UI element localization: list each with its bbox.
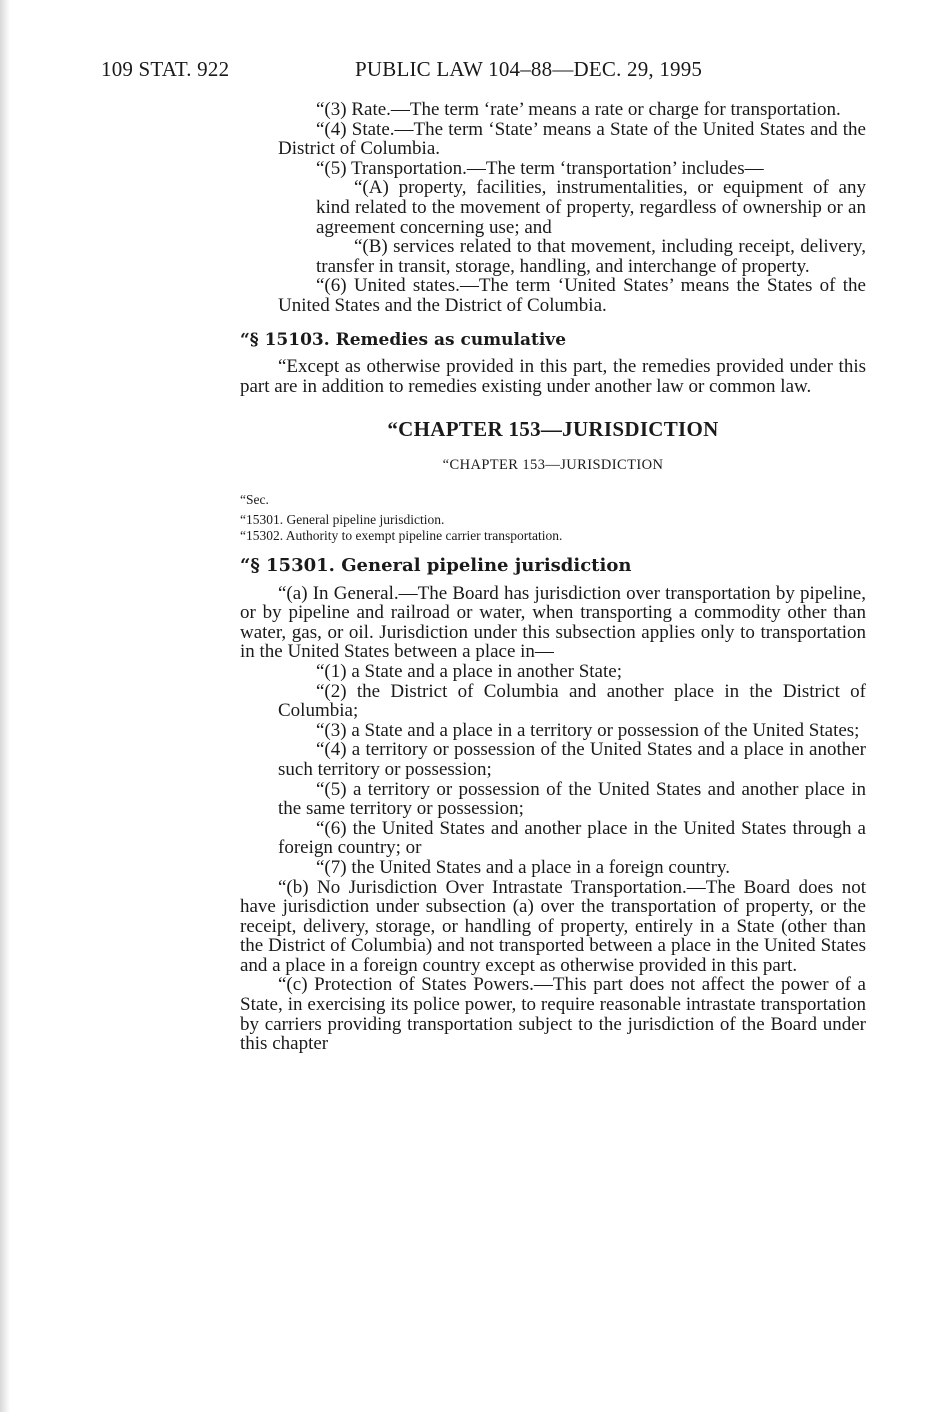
chapter-subtitle: “CHAPTER 153—JURISDICTION (442, 456, 664, 473)
definition-transportation: “(5) Transportation.—The term ‘transportation’ includes— (316, 157, 764, 179)
subsection-a: “(a) In General.—The Board has jurisdiction over transportation by pipeline, or by pipeline and railroad or water, when transporting a commodity other than water, gas, or oil. Jurisdiction under this subsection applies only to transportation in the United States between a place in— (240, 582, 866, 663)
subsection-c: “(c) Protection of States Powers.—This part does not affect the power of a State, in exercising its police power, to require reasonable intrastate transportation by carriers providing transportation subject to the jurisdiction of the Board under this chapter (240, 974, 866, 1055)
definition-state: “(4) State.—The term ‘State’ means a State of the United States and the District of Columbia. (278, 118, 866, 160)
definition-transportation-a: “(A) property, facilities, instrumentalities, or equipment of any kind related to the movement of property, regardless of ownership or an agreement concerning use; and (316, 177, 866, 238)
section-heading-15301: “§ 15301. General pipeline jurisdiction (240, 555, 632, 576)
subsection-a-item: “(2) the District of Columbia and another place in the District of Columbia; (278, 680, 866, 722)
running-header: PUBLIC LAW 104–88—DEC. 29, 1995 (355, 57, 703, 81)
definition-transportation-b: “(B) services related to that movement, including receipt, delivery, transfer in transit, storage, handling, and interchange of property. (316, 236, 866, 277)
subsection-a-item: “(7) the United States and a place in a foreign country. (316, 856, 730, 878)
toc-label: “Sec. (240, 491, 269, 507)
definition-rate: “(3) Rate.—The term ‘rate’ means a rate or charge for transportation. (316, 99, 841, 120)
chapter-title: “CHAPTER 153—JURISDICTION (387, 417, 719, 442)
subsection-b: “(b) No Jurisdiction Over Intrastate Transportation.—The Board does not have jurisdiction under subsection (a) over the transportation of property, or the receipt, delivery, storage, or handling of property, entirely in a State (other than the District of Columbia) and not transported between a place in the United States and a place in a foreign country except as otherwise provided in this part. (240, 876, 866, 976)
stat-page-number: 109 STAT. 922 (101, 57, 230, 81)
section-15103-text: “Except as otherwise provided in this part, the remedies provided under this part are in addition to remedies existing under another law or common law. (240, 356, 866, 397)
subsection-a-item: “(5) a territory or possession of the United States and another place in the same territory or possession; (278, 778, 866, 820)
page-body (240, 100, 866, 1054)
subsection-a-item: “(1) a State and a place in another State; (316, 660, 622, 682)
section-heading-15103: “§ 15103. Remedies as cumulative (240, 329, 567, 350)
definition-united-states: “(6) United states.—The term ‘United States’ means the States of the United States and the District of Columbia. (278, 275, 866, 316)
toc-item: “15302. Authority to exempt pipeline carrier transportation. (240, 527, 563, 543)
subsection-a-item: “(4) a territory or possession of the United States and a place in another such territory or possession; (278, 739, 866, 780)
toc-item: “15301. General pipeline jurisdiction. (240, 512, 445, 527)
subsection-a-item: “(3) a State and a place in a territory or possession of the United States; (316, 719, 860, 741)
scan-edge-shadow (0, 0, 10, 1412)
subsection-a-item: “(6) the United States and another place in the United States through a foreign country; or (278, 817, 866, 859)
